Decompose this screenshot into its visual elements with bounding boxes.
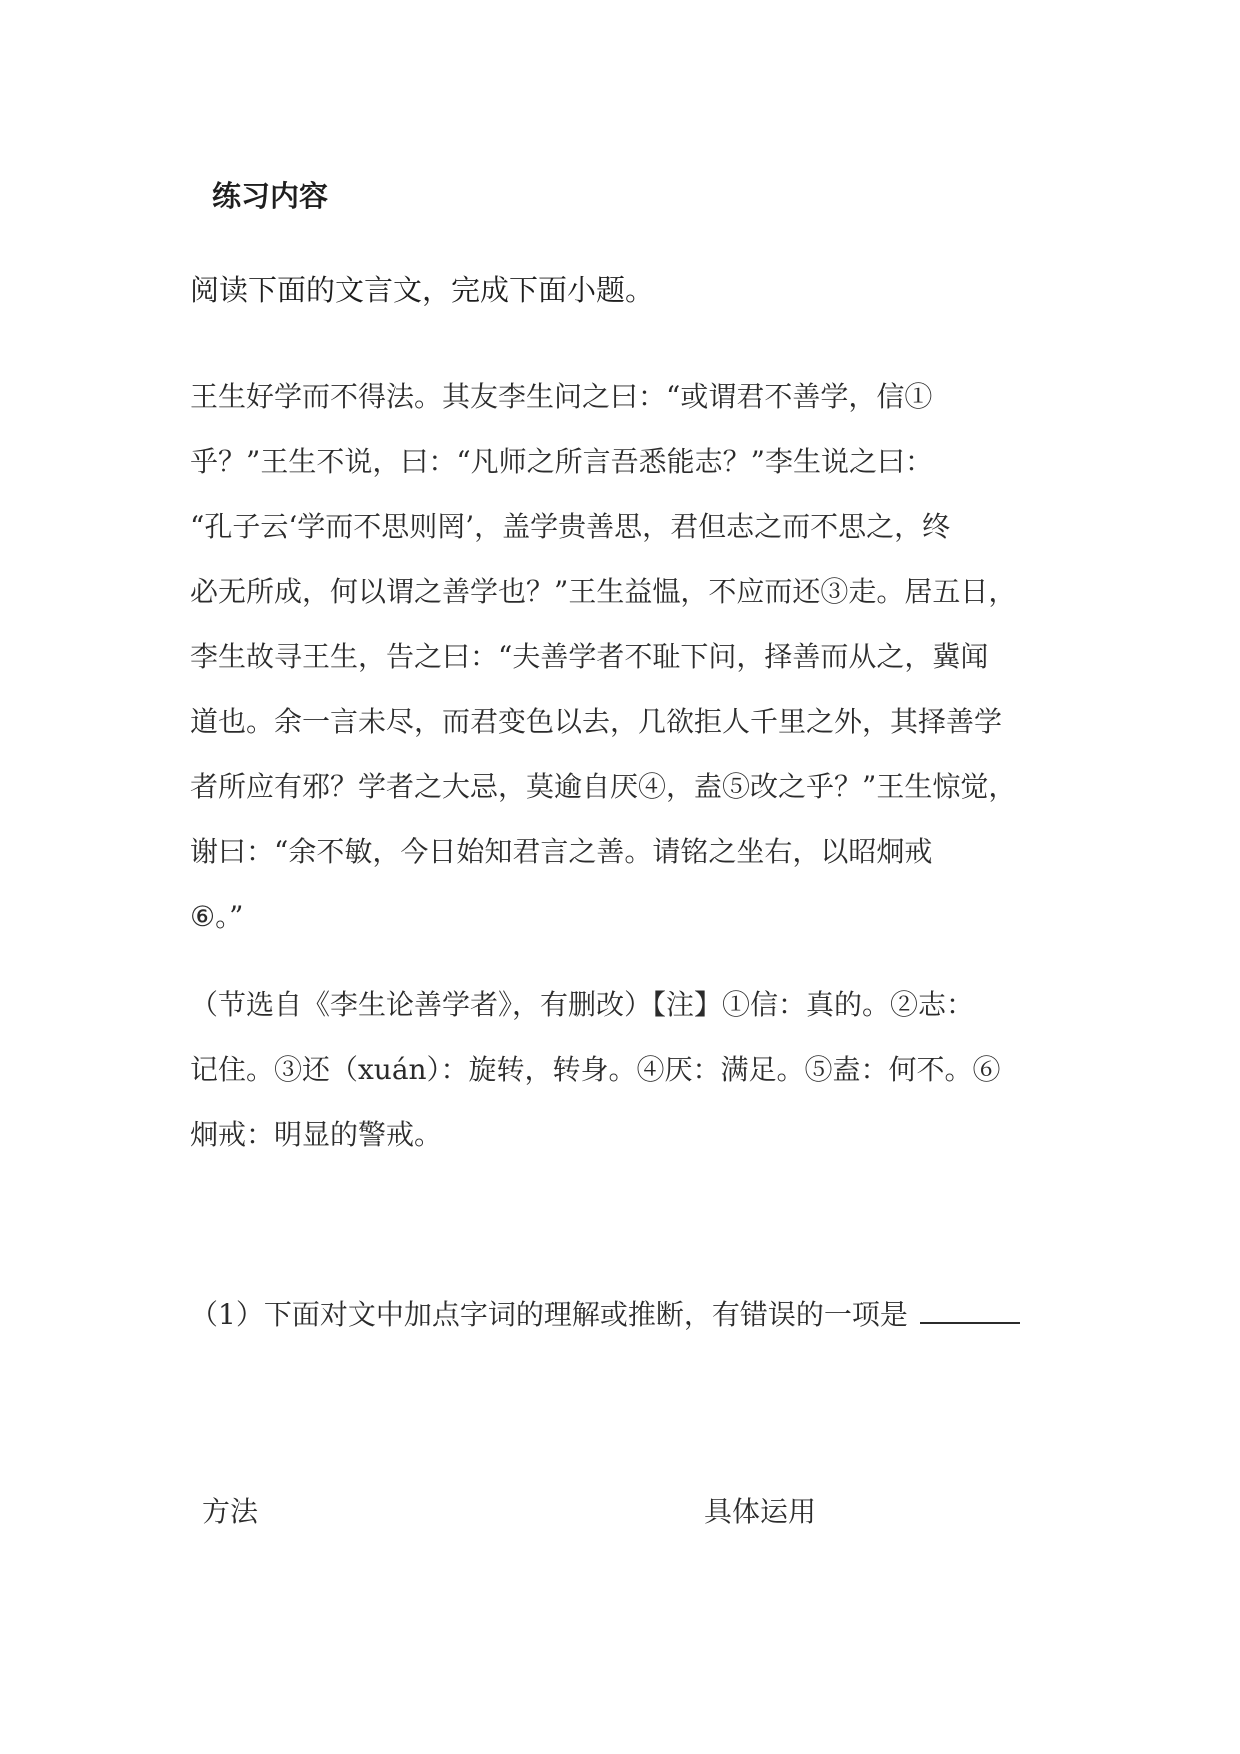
passage-line: 王生好学而不得法。其友李生问之曰：“或谓君不善学，信① xyxy=(190,380,933,413)
question-1 xyxy=(190,1292,1020,1335)
table-header-usage: 具体运用 xyxy=(704,1495,817,1528)
passage-line: 道也。余一言未尽，而君变色以去，几欲拒人千里之外，其择善学 xyxy=(190,705,1003,738)
passage-line: 李生故寻王生，告之曰：“夫善学者不耻下问，择善而从之，冀闻 xyxy=(190,640,989,673)
notes-line: （节选自《李生论善学者》，有删改）【注】①信：真的。②志： xyxy=(190,988,975,1021)
section-title: 练习内容 xyxy=(212,179,329,213)
answer-blank[interactable] xyxy=(920,1292,1020,1324)
instruction-text: 阅读下面的文言文，完成下面小题。 xyxy=(190,273,655,307)
passage-line: ⑥。” xyxy=(190,900,244,933)
notes-line: 记住。③还（xuán）：旋转，转身。④厌：满足。⑤盍：何不。⑥ xyxy=(190,1053,1001,1086)
passage-line: 乎？”王生不说，曰：“凡师之所言吾悉能志？”李生说之曰： xyxy=(190,445,933,478)
annotation-notes xyxy=(190,972,1070,1167)
notes-line: 炯戒：明显的警戒。 xyxy=(190,1118,443,1151)
passage-line: 谢曰：“余不敏，今日始知君言之善。请铭之坐右，以昭炯戒 xyxy=(190,835,933,868)
passage-line: “孔子云‘学而不思则罔’，盖学贵善思，君但志之而不思之，终 xyxy=(190,510,951,543)
table-header-method: 方法 xyxy=(202,1495,259,1528)
passage xyxy=(190,364,1070,949)
question-text: （1）下面对文中加点字词的理解或推断，有错误的一项是 xyxy=(190,1298,908,1331)
passage-line: 必无所成，何以谓之善学也？”王生益愠，不应而还③走。居五日， xyxy=(190,575,1017,608)
passage-line: 者所应有邪？学者之大忌，莫逾自厌④，盍⑤改之乎？”王生惊觉， xyxy=(190,770,1017,803)
